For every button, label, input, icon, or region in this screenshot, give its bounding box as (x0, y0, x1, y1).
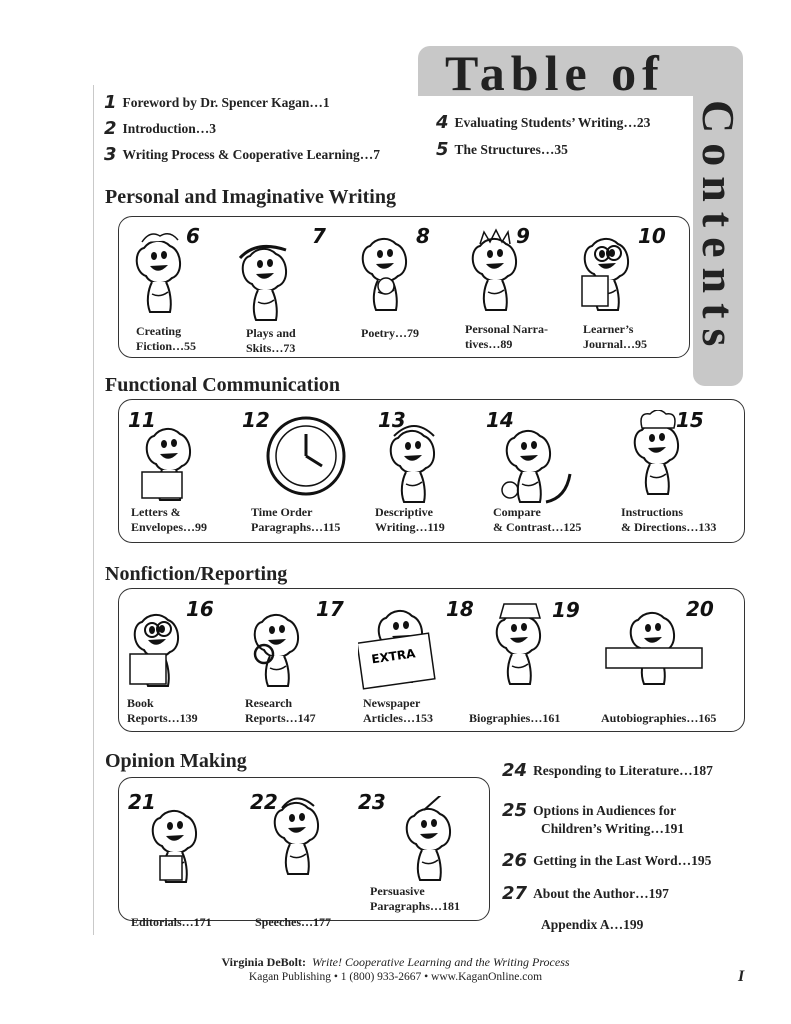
toc-entry[interactable] (436, 112, 650, 133)
chapter-number: 23 (358, 790, 386, 814)
page-title-line1: Table of (445, 45, 665, 101)
chapter-number: 22 (250, 790, 278, 814)
clock-icon (262, 408, 346, 502)
section-heading: Personal and Imaginative Writing (105, 186, 396, 208)
cartoon-kid-icon (400, 796, 464, 888)
cartoon-kid-icon (578, 226, 638, 318)
chapter-number: 14 (486, 408, 514, 432)
chapter-title[interactable]: Biographies…161 (469, 711, 561, 725)
cartoon-kid-icon (356, 226, 416, 318)
toc-entry[interactable] (502, 850, 711, 871)
page-title-line2: Contents (693, 100, 744, 357)
cartoon-kid-icon (236, 236, 296, 328)
chapter-title[interactable]: Autobiographies…165 (601, 711, 717, 725)
toc-entry[interactable] (502, 760, 713, 781)
footer-citation: Virginia DeBolt: Write! Cooperative Learning and the Writing Process (221, 955, 570, 969)
entry-text: Children’s Writing…191 (541, 821, 685, 836)
chapter-number: 13 (378, 408, 406, 432)
chapter-number: 8 (416, 224, 430, 248)
entry-number: 24 (502, 760, 528, 781)
chapter-number: 17 (316, 597, 344, 621)
chapter-title[interactable]: Descriptive Writing…119 (375, 505, 445, 534)
toc-entry[interactable] (104, 144, 380, 165)
chapter-number: 21 (128, 790, 156, 814)
chapter-title[interactable]: Newspaper Articles…153 (363, 696, 433, 725)
chapter-title[interactable]: Editorials…171 (131, 915, 212, 929)
entry-text: Writing Process & Cooperative Learning…7 (122, 147, 381, 162)
toc-entry[interactable] (104, 92, 330, 113)
entry-number: 2 (104, 118, 117, 139)
chapter-title[interactable]: Personal Narra- tives…89 (465, 322, 548, 351)
cartoon-kid-icon (490, 600, 550, 700)
footer-publisher: Kagan Publishing • 1 (800) 933-2667 • www.KaganOnline.com (248, 971, 543, 983)
entry-number: 1 (104, 92, 117, 113)
page-number: I (738, 968, 745, 985)
chapter-number: 19 (552, 598, 580, 622)
newspaper-kid-icon (358, 598, 438, 690)
chapter-number: 11 (128, 408, 156, 432)
entry-number: 25 (502, 800, 528, 821)
entry-text: Foreword by Dr. Spencer Kagan…1 (122, 95, 330, 110)
chapter-title[interactable]: Plays and Skits…73 (246, 326, 296, 355)
entry-text: Evaluating Students’ Writing…23 (454, 115, 651, 130)
chapter-title[interactable]: Persuasive Paragraphs…181 (370, 884, 460, 913)
chapter-title[interactable]: Speeches…177 (255, 915, 331, 929)
margin-rule (93, 85, 94, 935)
cartoon-kid-icon (128, 602, 188, 694)
chapter-number: 12 (242, 408, 270, 432)
cartoon-kid-icon (130, 228, 190, 320)
chapter-number: 6 (186, 224, 200, 248)
toc-entry-continued (541, 820, 684, 838)
toc-entry[interactable] (502, 800, 676, 821)
magnifier-kid-icon (248, 602, 308, 694)
chapter-title[interactable]: Learner’s Journal…95 (583, 322, 648, 351)
entry-number: 3 (104, 144, 117, 165)
entry-number: 27 (502, 883, 528, 904)
chapter-number: 20 (686, 597, 714, 621)
toc-entry[interactable] (436, 139, 568, 160)
chapter-title[interactable]: Poetry…79 (361, 326, 419, 340)
chapter-title[interactable]: Time Order Paragraphs…115 (251, 505, 341, 534)
chapter-title[interactable]: Research Reports…147 (245, 696, 316, 725)
chapter-title[interactable]: Letters & Envelopes…99 (131, 505, 208, 534)
chapter-number: 10 (638, 224, 666, 248)
extra-headline: EXTRA (370, 646, 417, 667)
entry-text: About the Author…197 (533, 886, 669, 901)
entry-text: Appendix A…199 (541, 917, 644, 932)
chapter-number: 9 (516, 224, 530, 248)
entry-text: Responding to Literature…187 (533, 763, 713, 778)
section-heading: Nonfiction/Reporting (105, 563, 288, 585)
toc-entry[interactable] (104, 118, 216, 139)
chapter-number: 16 (186, 597, 214, 621)
chapter-title[interactable]: Compare & Contrast…125 (493, 505, 582, 534)
entry-text: Introduction…3 (122, 121, 217, 136)
entry-text: Options in Audiences for (533, 803, 676, 818)
chapter-number: 7 (312, 224, 326, 248)
entry-number: 4 (436, 112, 449, 133)
entry-number: 5 (436, 139, 449, 160)
entry-number: 26 (502, 850, 528, 871)
chapter-title[interactable]: Creating Fiction…55 (136, 324, 196, 353)
section-heading: Functional Communication (105, 374, 341, 396)
chapter-title[interactable]: Book Reports…139 (127, 696, 198, 725)
entry-text: The Structures…35 (454, 142, 568, 157)
toc-entry[interactable] (502, 883, 669, 904)
entry-text: Getting in the Last Word…195 (533, 853, 712, 868)
chapter-number: 15 (676, 408, 704, 432)
section-heading: Opinion Making (105, 750, 247, 772)
chapter-number: 18 (446, 597, 474, 621)
toc-entry[interactable] (541, 916, 643, 934)
chapter-title[interactable]: Instructions & Directions…133 (621, 505, 717, 534)
